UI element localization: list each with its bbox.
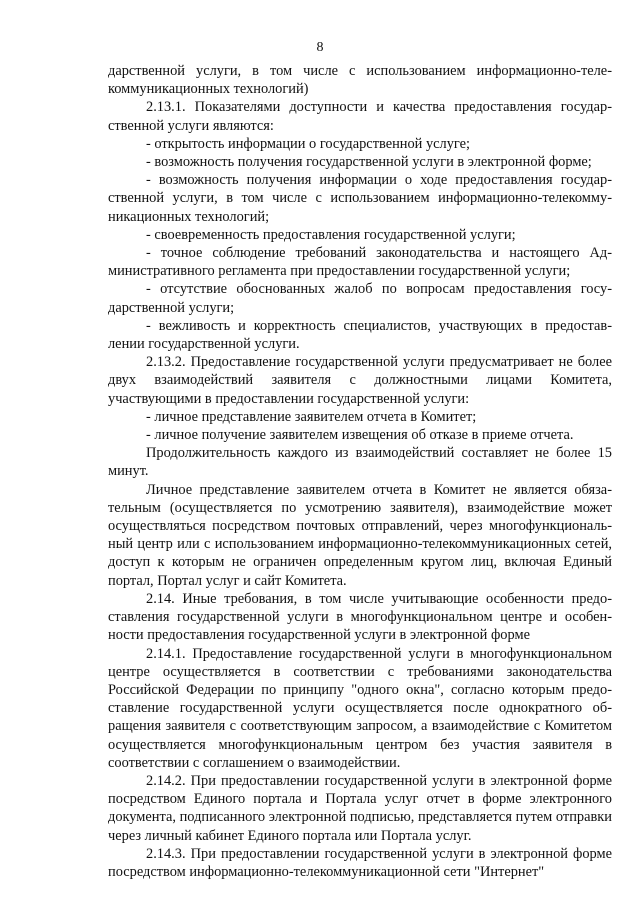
section-heading: 2.14. Иные требования, в том числе учитывающие особенности предоставления государственной услуги в многофункциональном центре и особенности предоставления государственной услуги в электронной форме [108, 590, 612, 644]
paragraph: Продолжительность каждого из взаимодействий составляет не более 15 минут. [108, 445, 612, 480]
paragraph: Личное представление заявителем отчета в Комитет не является обязательным (осуществляется по усмотрению заявителя), взаимодействие может осуществляться посредством почтовых отправлений, через многофункциональный центр или с использованием информационно-телекоммуникационных сетей, доступ к которым не ограничен определенным кругом лиц, включая Единый портал, Портал услуг и сайт Комитета. [108, 481, 612, 589]
list-item: - открытость информации о государственной услуге; [146, 135, 471, 152]
list-item: - возможность получения информации о ходе предоставления государственной услуги, в том числе с использованием информационно-телекоммуникационных технологий; [108, 172, 612, 225]
list-item: - возможность получения государственной услуги в электронной форме; [146, 154, 592, 171]
list-item: - вежливость и корректность специалистов, участвующих в предоставлении государственной услуги. [108, 317, 612, 353]
paragraph: 2.14.2. При предоставлении государственной услуги в электронной форме посредством Единого портала и Портала услуг отчет в форме электронного документа, подписанного электронной подписью, представляется путем отправки через личный кабинет Единого портала или Портала услуг. [108, 772, 612, 844]
paragraph: 2.14.3. При предоставлении государственной услуги в электронной форме посредством информационно-телекоммуникационной сети "Интернет" [108, 845, 612, 880]
list-item: - точное соблюдение требований законодательства и настоящего Административного регламента при предоставлении государственной услуги; [108, 245, 612, 280]
paragraph: 2.13.2. Предоставление государственной услуги предусматривает не более двух взаимодействий заявителя с должностными лицами Комитета, участвующими в предоставлении государственной услуги: [108, 354, 612, 407]
page-number: 8 [316, 40, 324, 55]
list-item: - личное представление заявителем отчета в Комитет; [146, 408, 477, 425]
list-item: - отсутствие обоснованных жалоб по вопросам предоставления государственной услуги; [108, 281, 612, 316]
list-item: - личное получение заявителем извещения об отказе в приеме отчета. [146, 427, 574, 444]
paragraph: дарственной услуги, в том числе с использованием информационно-телекоммуникационных технологий) [108, 63, 612, 98]
list-item: - своевременность предоставления государственной услуги; [146, 226, 516, 243]
paragraph: 2.14.1. Предоставление государственной услуги в многофункциональном центре осуществляется в соответствии с требованиями законодательства Российской Федерации по принципу "одного окна", согласно которым предоставление государственной услуги осуществляется после однократного обращения заявителя с соответствующим запросом, а взаимодействие с Комитетом осуществляется многофункциональным центром без участия заявителя в соответствии с соглашением о взаимодействии. [108, 645, 612, 771]
paragraph: 2.13.1. Показателями доступности и качества предоставления государственной услуги являются: [108, 99, 612, 134]
document-body [108, 62, 612, 881]
